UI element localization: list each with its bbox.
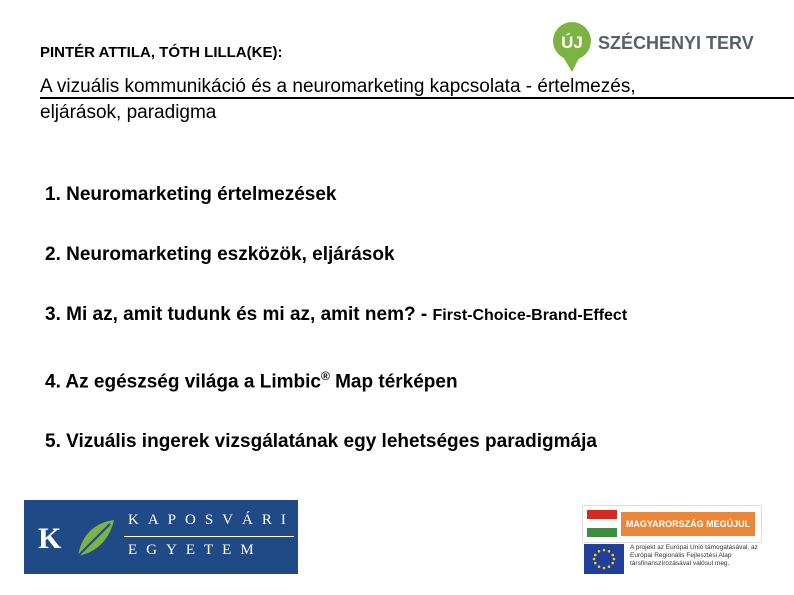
szechenyi-badge-text: ÚJ (561, 33, 583, 52)
magyarorszag-text: MAGYARORSZÁG MEGÚJUL (621, 512, 755, 536)
topic-item: 3. Mi az, amit tudunk és mi az, amit nem? - First-Choice-Brand-Effect (45, 304, 628, 325)
hungarian-flag-icon (587, 510, 617, 537)
topic-list (45, 184, 627, 491)
eu-flag-icon (584, 544, 624, 574)
topic-item: 1. Neuromarketing értelmezések (45, 184, 337, 205)
eu-funding-logo (582, 542, 777, 576)
topic-subtext: First-Choice-Brand-Effect (432, 307, 628, 324)
leaf-icon (74, 516, 118, 560)
registered-mark: ® (320, 369, 330, 383)
magyarorszag-megujul-logo (582, 505, 762, 543)
logo-divider (124, 536, 294, 537)
szechenyi-logo-text: SZÉCHENYI TERV (598, 33, 754, 53)
kaposvari-egyetem-logo (24, 500, 298, 574)
university-name-line2: EGYETEM (128, 542, 263, 558)
topic-item: 2. Neuromarketing eszközök, eljárások (45, 244, 395, 265)
title-divider (40, 97, 794, 99)
eu-funding-text: A projekt az Európai Unió támogatásával, az Európai Regionális Fejlesztési Alap társfinanszírozásával valósul meg. (630, 544, 758, 567)
university-name-line1: KAPOSVÁRI (128, 512, 295, 528)
szechenyi-terv-logo (550, 18, 765, 74)
university-letter: K (38, 522, 62, 555)
page-title: A vizuális kommunikáció és a neuromarketing kapcsolata - értelmezés, eljárások, paradigma (40, 76, 636, 123)
topic-item: 5. Vizuális ingerek vizsgálatának egy lehetséges paradigmája (45, 431, 597, 453)
authors-heading: PINTÉR ATTILA, TÓTH LILLA(KE): (40, 44, 283, 61)
topic-item: 4. Az egészség világa a Limbic® Map térképen (45, 369, 458, 393)
